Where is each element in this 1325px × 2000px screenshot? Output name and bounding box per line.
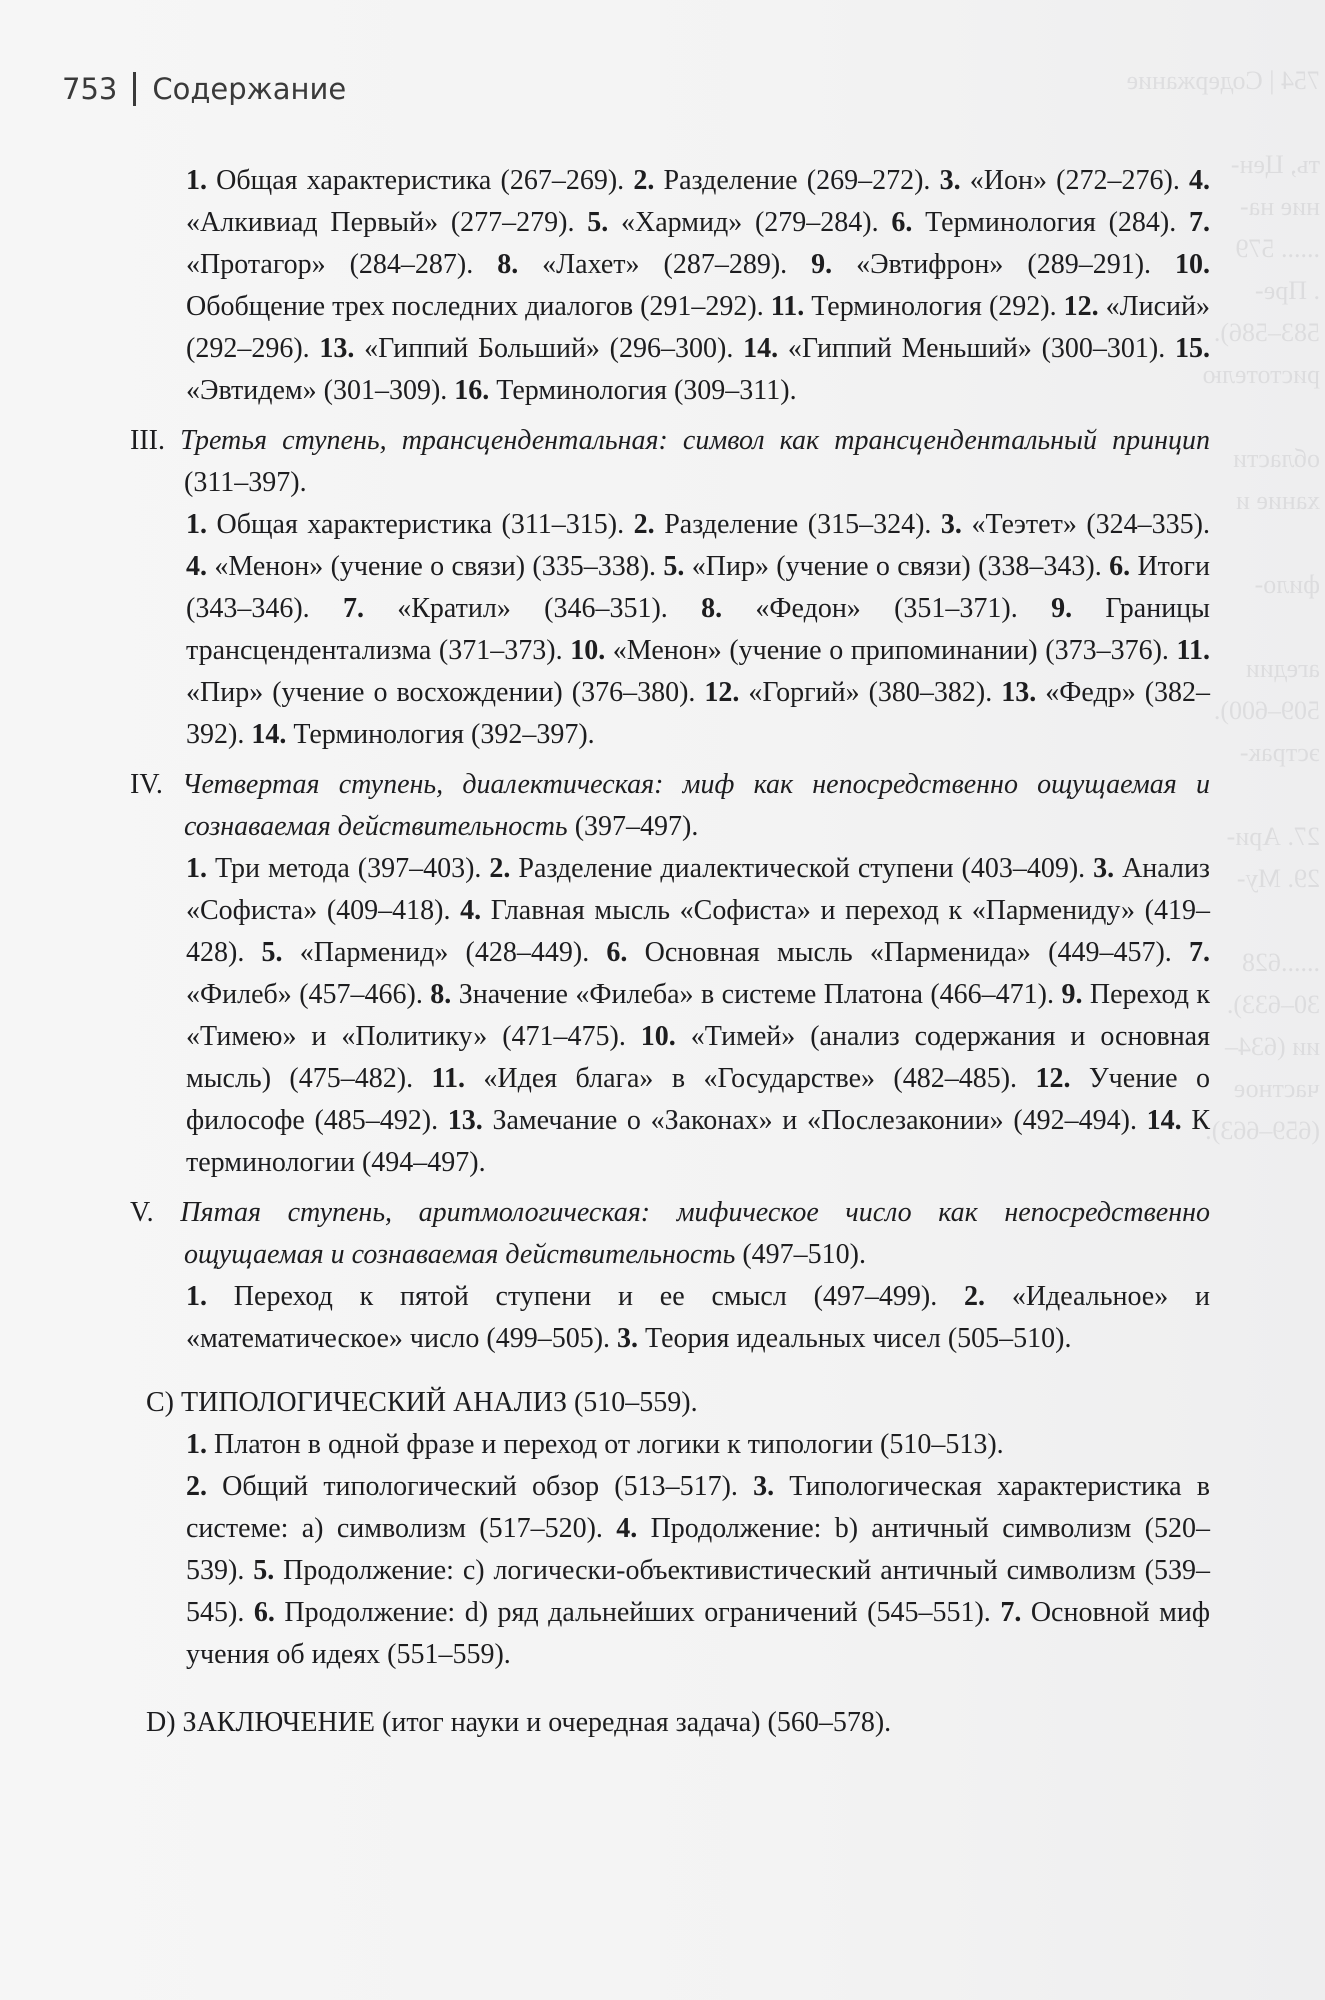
section-v-pages: (497–510).	[742, 1239, 866, 1270]
section-d-rest: (итог науки и очередная задача) (560–578).	[382, 1707, 892, 1738]
page-number: 753	[62, 72, 118, 106]
header-separator	[133, 72, 136, 106]
toc-paragraph-v-items: 1. Переход к пятой ступени и ее смысл (497–499). 2. «Идеальное» и «математическое» число (499–505). 3. Теория идеальных чисел (505–510).	[186, 1281, 1211, 1354]
section-v-number: V.	[130, 1197, 154, 1228]
toc-paragraph-iv-items: 1. Три метода (397–403). 2. Разделение диалектической ступени (403–409). 3. Анализ «Софиста» (409–418). 4. Главная мысль «Софиста» и переход к «Пармениду» (419–428). 5. «Парменид» (428–449). 6. Основная мысль «Парменида» (449–457). 7. «Филеб» (457–466). 8. Значение «Филеба» в системе Платона (466–471). 9. Переход к «Тимею» и «Политику» (471–475). 10. «Тимей» (анализ содержания и основная мысль) (475–482). 11. «Идея блага» в «Государстве» (482–485). 12. Учение о философе (485–492). 13. Замечание о «Законах» и «Послезаконии» (492–494). 14. К терминологии (494–497).	[186, 853, 1210, 1178]
toc-section-d	[130, 1702, 1210, 1744]
section-iii-title: Третья ступень, трансцендентальная: символ как трансцендентальный принцип	[180, 425, 1211, 456]
toc-section-iv	[130, 764, 1210, 848]
section-d-label: D) ЗАКЛЮЧЕНИЕ	[146, 1707, 376, 1738]
toc-section-c: С) ТИПОЛОГИЧЕСКИЙ АНАЛИЗ (510–559).	[146, 1387, 698, 1418]
toc-paragraph-c-item-1: 1. Платон в одной фразе и переход от логики к типологии (510–513).	[186, 1429, 1004, 1460]
toc-paragraph-iii-items: 1. Общая характеристика (311–315). 2. Разделение (315–324). 3. «Теэтет» (324–335). 4. «Менон» (учение о связи) (335–338). 5. «Пир» (учение о связи) (338–343). 6. Итоги (343–346). 7. «Кратил» (346–351). 8. «Федон» (351–371). 9. Границы трансцендентализма (371–373). 10. «Менон» (учение о припоминании) (373–376). 11. «Пир» (учение о восхождении) (376–380). 12. «Горгий» (380–382). 13. «Федр» (382–392). 14. Терминология (392–397).	[186, 509, 1211, 750]
section-iv-pages: (397–497).	[574, 811, 699, 842]
toc-section-iii	[130, 420, 1210, 504]
section-iii-pages: (311–397).	[184, 467, 307, 498]
toc-paragraph-ii-items: 1. Общая характеристика (267–269). 2. Разделение (269–272). 3. «Ион» (272–276). 4. «Алкивиад Первый» (277–279). 5. «Хармид» (279–284). 6. Терминология (284). 7. «Протагор» (284–287). 8. «Лахет» (287–289). 9. «Эвтифрон» (289–291). 10. Обобщение трех последних диалогов (291–292). 11. Терминология (292). 12. «Лисий» (292–296). 13. «Гиппий Больший» (296–300). 14. «Гиппий Меньший» (300–301). 15. «Эвтидем» (301–309). 16. Терминология (309–311).	[186, 165, 1211, 406]
toc-paragraph-c-items: 2. Общий типологический обзор (513–517). 3. Типологическая характеристика в системе: a) символизм (517–520). 4. Продолжение: b) античный символизм (520–539). 5. Продолжение: c) логически-объективистический античный символизм (539–545). 6. Продолжение: d) ряд дальнейших ограничений (545–551). 7. Основной миф учения об идеях (551–559).	[186, 1471, 1211, 1670]
section-title: Содержание	[152, 72, 347, 106]
section-iii-number: III.	[130, 425, 165, 456]
running-header	[62, 72, 346, 106]
section-iv-title: Четвертая ступень, диалектическая: миф как непосредственно ощущаемая и сознаваемая действительность	[182, 769, 1211, 842]
toc-content	[130, 160, 1210, 1744]
toc-section-v	[130, 1192, 1210, 1276]
bleed-through-text: 754 | Содержание ть, Цен- ние на- ...... 579 . Пре- 583–586). ристотелю области хание и фило- агедии 509–600). эстрак- 27. Ари- 29. Му- ......628 30–633). ии (634– частное (659–663).	[1126, 66, 1320, 1145]
section-iv-number: IV.	[130, 769, 163, 800]
section-v-title: Пятая ступень, аритмологическая: мифическое число как непосредственно ощущаемая и сознаваемая действительность	[180, 1197, 1210, 1270]
